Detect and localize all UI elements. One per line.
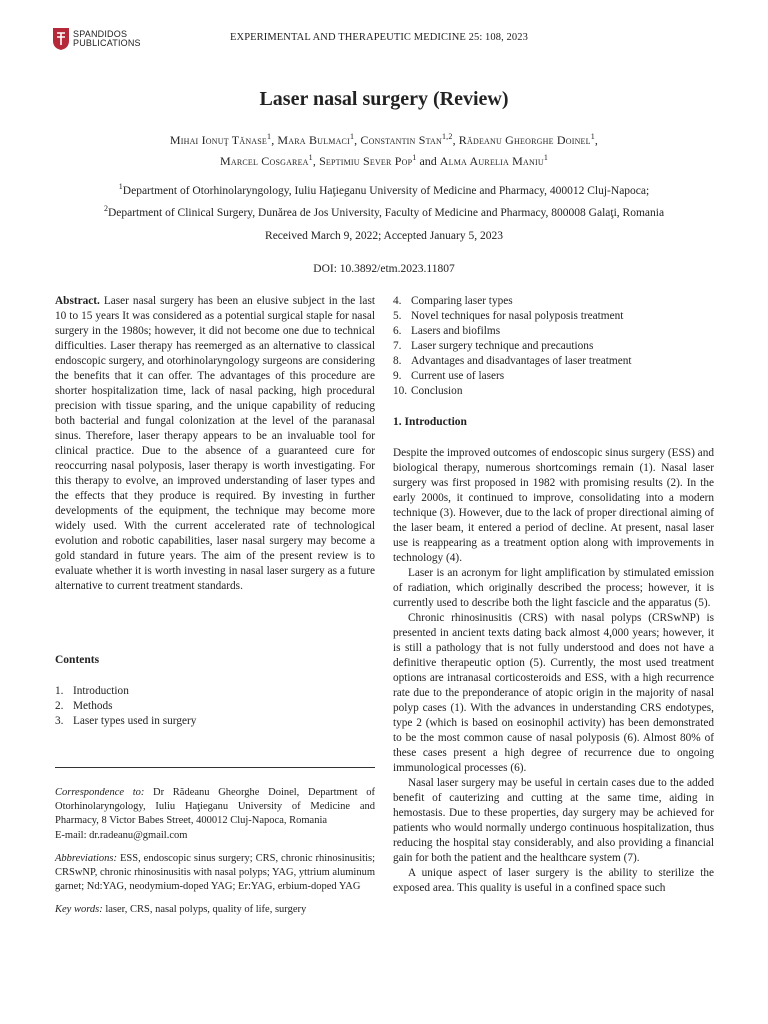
publisher-line1: SPANDIDOS <box>73 28 128 39</box>
affiliation: $^2$Department of Clinical Surgery, Dunărea de Jos University, Faculty of Medicine and Pharmacy, 800008 Galaţi, Romania <box>103 203 665 219</box>
journal-header: EXPERIMENTAL AND THERAPEUTIC MEDICINE 25: 108, 2023 <box>230 32 528 43</box>
contents-item[interactable]: 4. Comparing laser types <box>393 295 513 307</box>
publisher-name <box>73 30 141 49</box>
contents-item[interactable]: 9. Current use of lasers <box>393 370 505 382</box>
author-conjunction: and <box>419 154 437 168</box>
contents-item[interactable]: 3. Laser types used in surgery <box>55 715 197 727</box>
author-list <box>80 128 688 170</box>
abstract-text: Laser nasal surgery has been an elusive subject in the last 10 to 15 years It was considered as a potential surgical staple for nasal surgery in the 1980s; however, it did not become one due to technical difficulties. Laser therapy has reemerged as an alternative to classical endoscopic surgery, and otorhinolaryngology surgeons are considering the benefits that it can offer. The advantages of this procedure are shorter hospitalization time, lack of nasal packing, high procedural precision with tissue sparing, and the unique capability of reducing both bacterial and fungal colonization at the level of the paranasal sinus. Therefore, laser therapy appears to be an invaluable tool for clinical practice. Due to the absence of a guaranteed cure for reoccurring nasal polyposis, laser therapy is worth investigating. For this therapy to evolve, an improved understanding of laser types and the effects that they produce is required. By investing in further developments of the equipment, the technique may become more widely used. With the current accelerated rate of technological evolution and robotic capabilities, laser nasal surgery may become a gold standard in future years. The aim of the present review is to evaluate whether it is worth investing in nasal laser surgery as a future alternative to current treatment standards. <box>55 295 375 592</box>
keywords: Key words: laser, CRS, nasal polyps, quality of life, surgery <box>55 904 307 916</box>
received-dates: Received March 9, 2022; Accepted January 5, 2023 <box>265 230 503 242</box>
contents-title: Contents <box>55 654 100 666</box>
footnotes <box>55 786 375 927</box>
contents-item[interactable]: 6. Lasers and biofilms <box>393 325 501 337</box>
paragraph: Despite the improved outcomes of endoscopic sinus surgery (ESS) and biological therapy, numerous shortcomings remain (1). Nasal laser surgery was first proposed in 1982 with promising results (2). In the early 2000s, it continued to improve, consolidating into a modern technique (3). However, due to the lack of proper directional aiming of the laser beam, it entered a period of decline. At present, nasal laser use is reappearing as a treatment option along with improvements in technology (4). <box>393 447 714 564</box>
spandidos-logo-icon <box>52 27 70 51</box>
abstract <box>55 294 375 594</box>
publisher-logo <box>52 27 141 51</box>
affiliation: $^1$Department of Otorhinolaryngology, Iuliu Haţieganu University of Medicine and Pharmacy, 400012 Cluj-Napoca; <box>118 182 650 197</box>
section-heading: 1. Introduction <box>393 416 467 428</box>
footnote-divider <box>55 767 375 768</box>
author: Septimiu Sever Pop$^1$ <box>319 153 417 168</box>
doi: DOI: 10.3892/etm.2023.11807 <box>313 263 455 275</box>
contents-list-continued <box>393 294 714 399</box>
author: Constantin Stan$^{1,2}$, <box>360 132 456 147</box>
abbreviations: Abbreviations: ESS, endoscopic sinus surgery; CRS, chronic rhinosinusitis; CRSwNP, chronic rhinosinusitis with nasal polyps; YAG, yttrium aluminum garnet; Nd:YAG, neodymium-doped YAG; Er:YAG, erbium-doped YAG <box>55 852 375 893</box>
publisher-line2: PUBLICATIONS <box>73 38 141 48</box>
contents-item[interactable]: 1. Introduction <box>55 685 129 697</box>
author: Alma Aurelia Maniu$^1$ <box>439 153 549 168</box>
paragraph: Chronic rhinosinusitis (CRS) with nasal polyps (CRSwNP) is presented in ancient texts dating back almost 4,000 years; however, it is still a pathology that is not fully understood and does not have a definitive therapeutic option (5). Currently, the most used treatment options are intranasal corticosteroids and ESS, with a high recurrence rate due to the preponderance of atopic origin in the majority of nasal polyp cases (1). With the advances in understanding CRS endotypes, type 2 (which is based on eosinophil activity) has been demonstrated to be the most common cause of nasal polyposis (6). Almost 80% of these cases present a high degree of recurrence due to ongoing immunological processes (6). <box>393 612 714 774</box>
author: Mara Bulmaci$^1$, <box>277 132 358 147</box>
author: Marcel Cosgarea$^1$, <box>219 153 317 168</box>
right-column <box>393 294 714 896</box>
contents-item[interactable]: 2. Methods <box>55 700 113 712</box>
affiliations <box>40 178 728 222</box>
paragraph: Laser is an acronym for light amplification by stimulated emission of radiation, which originally described the process; however, it is currently used to describe both the light fascicle and the apparatus (5). <box>393 567 714 609</box>
author: Rădeanu Gheorghe Doinel$^1$, <box>458 132 599 147</box>
article-title: Laser nasal surgery (Review) <box>259 88 509 110</box>
contents-item[interactable]: 5. Novel techniques for nasal polyposis treatment <box>393 310 624 322</box>
author: Mihai Ionuţ Tănase$^1$, <box>169 132 275 147</box>
abstract-label: Abstract. <box>55 295 100 307</box>
left-column <box>55 294 375 594</box>
contents-list <box>55 684 375 729</box>
email-link[interactable]: E-mail: dr.radeanu@gmail.com <box>55 829 188 841</box>
paragraph: Nasal laser surgery may be useful in certain cases due to the added benefit of cauterizing and cutting at the same time, aiding in hemostasis. Due to these properties, day surgery may be achieved for patients who would normally undergo continuous hospitalization, thus reducing the hospital stay considerably, and also providing a financial gain for both the patient and the healthcare system (7). <box>393 777 714 864</box>
contents-item[interactable]: 10. Conclusion <box>393 385 463 397</box>
contents-item[interactable]: 7. Laser surgery technique and precautions <box>393 340 594 352</box>
contents-item[interactable]: 8. Advantages and disadvantages of laser treatment <box>393 355 632 367</box>
correspondence: Correspondence to: Dr Rădeanu Gheorghe Doinel, Department of Otorhinolaryngology, Iuliu Haţieganu University of Medicine and Pharmacy, 8 Victor Babes Street, 400012 Cluj-Napoca, Romania E-mail: dr.radeanu@gmail.com <box>55 787 375 841</box>
paragraph: A unique aspect of laser surgery is the ability to sterilize the exposed area. This quality is useful in a confined space such <box>393 867 714 894</box>
